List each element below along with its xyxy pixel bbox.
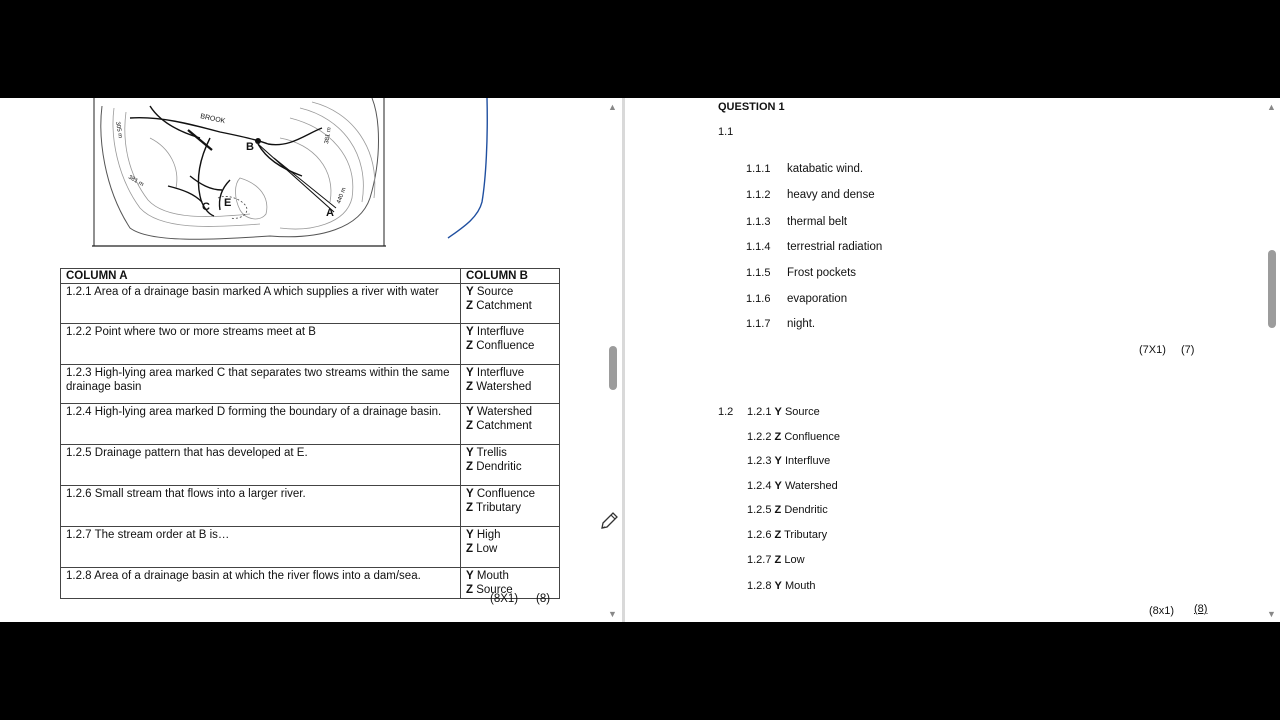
table-row <box>61 365 560 404</box>
list-item: 1.2.8 Y Mouth <box>747 580 816 592</box>
answer-text: heavy and dense <box>787 189 875 201</box>
option-z: Z Dendritic <box>466 461 522 473</box>
answer-number: 1.1.4 <box>746 241 771 253</box>
table-row <box>61 568 560 599</box>
list-item: 1.2.7 Z Low <box>747 554 805 566</box>
map-label-a: A <box>326 207 334 219</box>
question-text: 1.2.5 Drainage pattern that has developed at E. <box>61 445 461 486</box>
marks-1-2-total: (8) <box>1194 603 1208 615</box>
option-y: Y High <box>466 529 501 541</box>
answer-number: 1.1.5 <box>746 267 771 279</box>
option-y: Y Interfluve <box>466 326 525 338</box>
question-text: 1.2.2 Point where two or more streams meet at B <box>61 324 461 365</box>
question-text: 1.2.4 High-lying area marked D forming the boundary of a drainage basin. <box>61 404 461 445</box>
table-row <box>61 486 560 527</box>
answer-number: 1.1.1 <box>746 163 771 175</box>
map-contour-label-305: 305 m <box>114 121 123 139</box>
question-text: 1.2.7 The stream order at B is… <box>61 527 461 568</box>
option-z: Z Catchment <box>466 420 532 432</box>
option-z: Z Low <box>466 543 498 555</box>
list-item: 1.2.6 Z Tributary <box>747 529 828 541</box>
table-row <box>61 284 560 324</box>
left-scrollbar[interactable] <box>606 98 620 622</box>
marks-breakdown: (8X1) <box>490 593 519 605</box>
question-text: 1.2.8 Area of a drainage basin at which the river flows into a dam/sea. <box>61 568 461 599</box>
map-contour-label-381-left: 381 m <box>127 174 145 189</box>
marks-1-1-total: (7) <box>1181 344 1195 356</box>
option-z: Z Tributary <box>466 502 521 514</box>
question-table <box>60 268 560 599</box>
scroll-down-arrow-icon[interactable]: ▼ <box>1267 609 1276 619</box>
question-text: 1.2.6 Small stream that flows into a larger river. <box>61 486 461 527</box>
answer-text: thermal belt <box>787 216 848 228</box>
right-scroll-thumb[interactable] <box>1268 250 1276 328</box>
table-row <box>61 527 560 568</box>
column-a-header: COLUMN A <box>61 269 461 284</box>
map-label-brook: BROOK <box>199 113 226 126</box>
scroll-down-arrow-icon[interactable]: ▼ <box>608 609 617 619</box>
map-label-b: B <box>246 141 254 153</box>
answer-number: 1.1.2 <box>746 189 771 201</box>
list-item: 1.2.5 Z Dendritic <box>747 504 828 516</box>
options-cell <box>461 365 560 404</box>
option-y: Y Watershed <box>466 406 533 418</box>
question-title: QUESTION 1 <box>718 101 785 113</box>
answer-number: 1.1.7 <box>746 318 771 330</box>
answer-text: night. <box>787 318 816 330</box>
answer-text: terrestrial radiation <box>787 241 883 253</box>
left-scroll-thumb[interactable] <box>609 346 617 390</box>
answer-text: Frost pockets <box>787 267 857 279</box>
marks-1-2-breakdown: (8x1) <box>1149 605 1175 617</box>
list-item: 1.2.4 Y Watershed <box>747 480 838 492</box>
scroll-up-arrow-icon[interactable]: ▲ <box>1267 102 1276 112</box>
marks-1-1-breakdown: (7X1) <box>1139 344 1166 356</box>
question-text: 1.2.3 High-lying area marked C that separates two streams within the same drainage basin <box>61 365 461 404</box>
option-y: Y Mouth <box>466 570 509 582</box>
option-y: Y Confluence <box>466 488 536 500</box>
map-contour-label-440: 440 m <box>336 186 348 205</box>
answer-text: katabatic wind. <box>787 163 864 175</box>
answer-number: 1.1.6 <box>746 293 771 305</box>
list-item: 1.2.3 Y Interfluve <box>747 455 831 467</box>
column-b-header: COLUMN B <box>461 269 560 284</box>
section-1-1-label: 1.1 <box>718 126 734 138</box>
answer-text: evaporation <box>787 293 848 305</box>
scroll-up-arrow-icon[interactable]: ▲ <box>608 102 617 112</box>
map-contour-label-381-right: 381 m <box>324 126 333 145</box>
section-1-2-label: 1.2 <box>718 406 734 418</box>
annotation-pen-stroke <box>440 98 500 243</box>
options-cell <box>461 284 560 324</box>
options-cell <box>461 486 560 527</box>
option-z: Z Source <box>466 584 513 596</box>
option-z: Z Watershed <box>466 381 532 393</box>
option-y: Y Source <box>466 286 514 298</box>
question-text: 1.2.1 Area of a drainage basin marked A which supplies a river with water <box>61 284 461 324</box>
map-label-e: E <box>224 197 232 209</box>
list-item: 1.2.2 Z Confluence <box>747 431 840 443</box>
drainage-basin-map <box>90 98 390 250</box>
map-label-c: C <box>202 201 210 213</box>
left-document-pane[interactable] <box>0 98 622 622</box>
list-item: 1.2.1 Y Source <box>747 406 820 418</box>
option-y: Y Interfluve <box>466 367 525 379</box>
option-y: Y Trellis <box>466 447 507 459</box>
table-row <box>61 445 560 486</box>
options-cell <box>461 527 560 568</box>
answer-number: 1.1.3 <box>746 216 771 228</box>
table-row <box>61 404 560 445</box>
option-z: Z Confluence <box>466 340 535 352</box>
options-cell <box>461 445 560 486</box>
table-row <box>61 324 560 365</box>
marks-total: (8) <box>536 593 551 605</box>
options-cell <box>461 324 560 365</box>
table-header-row <box>61 269 560 284</box>
right-scrollbar[interactable] <box>1265 98 1279 622</box>
option-z: Z Catchment <box>466 300 532 312</box>
options-cell <box>461 404 560 445</box>
right-document-pane[interactable] <box>625 98 1280 622</box>
